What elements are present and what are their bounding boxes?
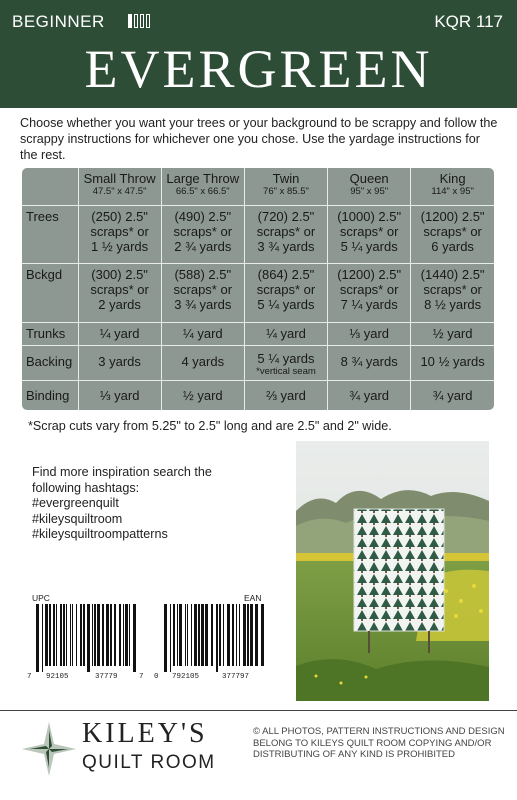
yardage-table-container — [22, 168, 494, 410]
barcode-bar — [70, 604, 71, 666]
row-label: Bckgd — [22, 263, 78, 322]
barcode-bar — [114, 604, 116, 666]
barcode-bar — [66, 604, 67, 666]
barcode-bar — [94, 604, 96, 666]
quilt-photo-illustration — [296, 441, 489, 701]
hashtag: #kileysquiltroompatterns — [32, 527, 168, 541]
column-header — [411, 168, 494, 205]
upc-last-digit: 7 — [139, 673, 144, 681]
inspiration-line: Find more inspiration search the — [32, 465, 212, 479]
table-corner-cell — [22, 168, 78, 205]
cell-line: (720) 2.5" — [257, 208, 315, 224]
ean-barcode-bars — [164, 604, 266, 672]
scrap-footnote: *Scrap cuts vary from 5.25" to 2.5" long and are 2.5" and 2" wide. — [28, 419, 392, 433]
barcode-bar — [123, 604, 124, 666]
table-row — [22, 322, 494, 345]
copyright-notice: © ALL PHOTOS, PATTERN INSTRUCTIONS AND DESIGN BELONG TO KILEYS QUILT ROOM COPYING AND/OR DISTRIBUTING OF ANY KIND IS PROHIBITED — [253, 726, 505, 760]
barcode-bar — [63, 604, 65, 666]
cell-line: 5 ¼ yards — [340, 238, 398, 254]
barcode-bar — [119, 604, 121, 666]
table-cell — [328, 263, 411, 322]
barcode-bar — [72, 604, 73, 666]
cell-line: (1000) 2.5" — [337, 208, 402, 224]
cell-line: scraps* or — [173, 281, 233, 297]
cell-line: (250) 2.5" — [91, 208, 148, 224]
barcode-bar — [173, 604, 175, 666]
table-cell: ½ yard — [161, 380, 244, 410]
cell-line: scraps* or — [90, 223, 149, 239]
barcode-bar — [243, 604, 246, 666]
barcode-bar — [129, 604, 130, 666]
skill-level-bars — [128, 14, 150, 28]
ean-barcode — [164, 604, 266, 672]
level-bar-filled — [128, 14, 132, 28]
table-cell — [78, 205, 161, 263]
table-header-row — [22, 168, 494, 205]
barcode-bar — [255, 604, 258, 666]
barcode-bar — [247, 604, 249, 666]
pattern-code: KQR 117 — [434, 12, 503, 31]
row-label: Trees — [22, 205, 78, 263]
cell-line: 2 yards — [98, 296, 141, 312]
cell-line: (1200) 2.5" — [420, 208, 485, 224]
table-cell: 8 ¾ yards — [328, 345, 411, 380]
ean-label: EAN — [244, 593, 262, 603]
barcode-bar — [236, 604, 237, 666]
level-bar-empty — [140, 14, 144, 28]
barcode-bar — [250, 604, 253, 666]
quilt-photo — [296, 441, 489, 701]
barcode-bar — [239, 604, 240, 666]
column-header — [328, 168, 411, 205]
column-name: King — [439, 171, 466, 186]
table-cell — [328, 205, 411, 263]
table-cell: ⅓ yard — [78, 380, 161, 410]
table-cell — [78, 263, 161, 322]
ean-right-digits: 377797 — [222, 673, 250, 681]
cell-line: (490) 2.5" — [174, 208, 232, 224]
cell-line: scraps* or — [423, 281, 482, 297]
table-cell — [244, 205, 327, 263]
column-size: 76" x 85.5" — [263, 186, 309, 197]
cell-line: (864) 2.5" — [257, 266, 315, 282]
column-name: Small Throw — [83, 171, 156, 186]
barcode-bar — [83, 604, 85, 666]
intro-text: Choose whether you want your trees or your background to be scrappy and follow the scrappy instructions for whichever one you chose. Use the yardage instructions for the rest. — [20, 116, 498, 162]
column-name: Queen — [349, 171, 389, 186]
table-row — [22, 345, 494, 380]
barcode-bar — [53, 604, 55, 666]
column-size: 95" x 95" — [350, 186, 389, 197]
cell-line: (1200) 2.5" — [337, 266, 402, 282]
inspiration-block — [32, 465, 212, 543]
cell-line: scraps* or — [423, 223, 482, 239]
barcode-bar — [177, 604, 178, 666]
cell-line: 5 ¼ yards — [257, 296, 315, 312]
upc-barcode-bars — [36, 604, 136, 672]
table-cell: ¼ yard — [244, 322, 327, 345]
cell-line: (588) 2.5" — [174, 266, 232, 282]
column-name: Large Throw — [166, 171, 240, 186]
row-label: Binding — [22, 380, 78, 410]
upc-first-digit: 7 — [27, 673, 32, 681]
barcode-bar — [102, 604, 104, 666]
table-cell: ½ yard — [411, 322, 494, 345]
column-header — [244, 168, 327, 205]
star-logo — [22, 722, 76, 781]
table-cell: ¾ yard — [432, 387, 473, 403]
cell-line: (300) 2.5" — [91, 266, 148, 282]
brand-name-top: KILEY'S — [82, 718, 208, 749]
barcode-bar — [60, 604, 62, 666]
cell-line: scraps* or — [256, 223, 316, 239]
vertical-seam-note: *vertical seam — [256, 365, 316, 377]
table-row — [22, 380, 494, 410]
cell-line: 8 ½ yards — [424, 296, 482, 312]
cell-line: scraps* or — [256, 281, 316, 297]
barcode-bar — [133, 604, 136, 672]
cell-line: 3 ¾ yards — [257, 238, 315, 254]
pattern-title: EVERGREEN — [84, 39, 433, 99]
cell-line: (1440) 2.5" — [420, 266, 485, 282]
level-bar-empty — [146, 14, 150, 28]
hashtag: #evergreenquilt — [32, 496, 119, 510]
table-cell: 3 yards — [78, 345, 161, 380]
barcode-bar — [76, 604, 77, 666]
barcode-bar — [211, 604, 213, 666]
table-cell — [411, 263, 494, 322]
row-label: Backing — [22, 345, 78, 380]
column-size: 114" x 95" — [431, 186, 474, 197]
barcode-bar — [194, 604, 197, 666]
column-name: Twin — [272, 171, 300, 186]
cell-line: 7 ¼ yards — [340, 296, 398, 312]
barcode-bar — [164, 604, 167, 672]
barcode-bar — [187, 604, 188, 666]
barcode-bar — [36, 604, 39, 672]
barcode-bar — [80, 604, 82, 666]
barcode-bar — [179, 604, 182, 666]
barcode-bar — [170, 604, 171, 672]
column-size: 66.5" x 66.5" — [175, 186, 230, 197]
cell-line: 6 yards — [431, 238, 474, 254]
table-cell: ¼ yard — [78, 322, 161, 345]
barcode-bar — [223, 604, 224, 666]
table-cell — [244, 345, 327, 380]
barcode-bar — [261, 604, 264, 666]
table-cell: ¼ yard — [161, 322, 244, 345]
skill-level: BEGINNER — [12, 12, 105, 31]
barcode-bar — [216, 604, 218, 672]
upc-barcode — [36, 604, 136, 672]
cell-line: scraps* or — [339, 223, 399, 239]
table-cell — [161, 205, 244, 263]
star-logo-icon — [22, 722, 76, 776]
barcode-bar — [56, 604, 57, 666]
barcode-bar — [227, 604, 230, 666]
cell-line: 5 ¼ yards — [257, 350, 315, 366]
table-row — [22, 263, 494, 322]
barcode-bar — [219, 604, 221, 666]
table-cell: ⅓ yard — [328, 322, 411, 345]
cell-line: 3 ¾ yards — [174, 296, 232, 312]
barcode-bar — [110, 604, 112, 666]
ean-left-digits: 792105 — [172, 673, 200, 681]
ean-first-digit: 0 — [154, 673, 159, 681]
barcode-bar — [106, 604, 109, 666]
upc-left-digits: 92105 — [46, 673, 69, 681]
inspiration-line: following hashtags: — [32, 480, 140, 495]
barcode-bar — [125, 604, 128, 666]
hashtag: #kileysquiltroom — [32, 511, 123, 526]
barcode-bar — [201, 604, 204, 666]
cell-line: 2 ¾ yards — [174, 238, 232, 254]
table-cell — [161, 263, 244, 322]
table-cell: ¾ yard — [328, 380, 411, 410]
upc-label: UPC — [32, 593, 50, 603]
table-cell: 4 yards — [161, 345, 244, 380]
barcode-bar — [92, 604, 93, 666]
barcode-bar — [45, 604, 48, 666]
barcode-bar — [42, 604, 43, 672]
barcode-bar — [205, 604, 208, 666]
table-row — [22, 205, 494, 263]
level-bar-empty — [134, 14, 138, 28]
barcode-bar — [185, 604, 186, 666]
cell-line: scraps* or — [173, 223, 233, 239]
header-banner — [0, 0, 517, 108]
barcode-bar — [97, 604, 100, 666]
row-label: Trunks — [22, 322, 78, 345]
table-cell: ⅔ yard — [244, 380, 327, 410]
brand-name-bottom: QUILT ROOM — [82, 752, 216, 773]
barcode-bar — [232, 604, 234, 666]
column-size: 47.5" x 47.5" — [92, 186, 147, 197]
cell-line: 1 ½ yards — [91, 238, 149, 254]
cell-line: scraps* or — [339, 281, 399, 297]
upc-right-digits: 37779 — [95, 673, 118, 681]
table-cell: 10 ½ yards — [411, 345, 494, 380]
cell-line: scraps* or — [90, 281, 149, 297]
column-header — [78, 168, 161, 205]
barcode-bar — [198, 604, 200, 666]
table-cell — [244, 263, 327, 322]
column-header — [161, 168, 244, 205]
table-cell — [411, 205, 494, 263]
barcode-bar — [191, 604, 192, 666]
barcode-bar — [49, 604, 51, 666]
barcode-bar — [87, 604, 90, 672]
footer-divider — [0, 710, 517, 711]
yardage-table — [22, 168, 494, 410]
